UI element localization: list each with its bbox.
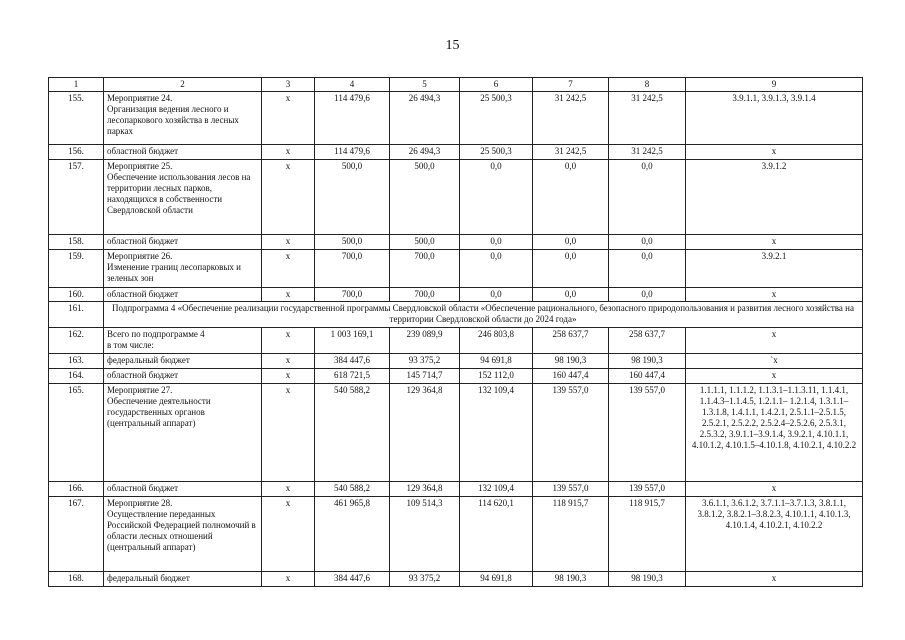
table-row (49, 572, 863, 587)
subprogram-title-cell: Подпрограмма 4 «Обеспечение реализации государственной программы Свердловской области «Обеспечение рационального, безопасного природопользования и развития лесного хозяйства на территории Свердловской области до 2024 года» (104, 302, 863, 328)
table-row (49, 288, 863, 302)
target-codes-cell: х (686, 328, 863, 354)
amount-cell: 258 637,7 (609, 328, 686, 354)
item-name-cell: Мероприятие 26. Изменение границ лесопарковых и зеленых зон (104, 250, 262, 288)
target-codes-cell: х (686, 235, 863, 250)
item-name-cell: Всего по подпрограмме 4 в том числе: (104, 328, 262, 354)
item-name-cell: областной бюджет (104, 482, 262, 497)
column-header: 8 (609, 78, 686, 92)
row-number-cell: 155. (49, 92, 104, 145)
amount-cell: 0,0 (460, 250, 533, 288)
amount-cell: 114 479,6 (315, 145, 390, 160)
amount-cell: 129 364,8 (390, 482, 460, 497)
marker-cell: х (262, 92, 315, 145)
page-number: 15 (445, 38, 460, 53)
amount-cell: 98 190,3 (609, 354, 686, 369)
amount-cell: 500,0 (315, 160, 390, 235)
row-number-cell: 165. (49, 384, 104, 482)
column-header: 4 (315, 78, 390, 92)
amount-cell: 132 109,4 (460, 384, 533, 482)
amount-cell: 0,0 (609, 235, 686, 250)
marker-cell: х (262, 145, 315, 160)
amount-cell: 98 190,3 (533, 572, 609, 587)
marker-cell: х (262, 369, 315, 384)
amount-cell: 93 375,2 (390, 354, 460, 369)
item-name-cell: Мероприятие 28. Осуществление переданных Российской Федерацией полномочий в области лесных отношений (центральный аппарат) (104, 497, 262, 572)
table-row (49, 354, 863, 369)
amount-cell: 384 447,6 (315, 354, 390, 369)
amount-cell: 461 965,8 (315, 497, 390, 572)
column-header: 5 (390, 78, 460, 92)
row-number-cell: 157. (49, 160, 104, 235)
column-header: 2 (104, 78, 262, 92)
amount-cell: 239 089,9 (390, 328, 460, 354)
amount-cell: 160 447,4 (609, 369, 686, 384)
column-header: 9 (686, 78, 863, 92)
amount-cell: 25 500,3 (460, 92, 533, 145)
table-row (49, 160, 863, 235)
table-row (49, 369, 863, 384)
amount-cell: 26 494,3 (390, 92, 460, 145)
amount-cell: 540 588,2 (315, 482, 390, 497)
row-number-cell: 159. (49, 250, 104, 288)
budget-table (48, 77, 863, 587)
target-codes-cell: х (686, 288, 863, 302)
item-name-cell: Мероприятие 27. Обеспечение деятельности государственных органов (центральный аппарат) (104, 384, 262, 482)
column-header: 3 (262, 78, 315, 92)
amount-cell: 152 112,0 (460, 369, 533, 384)
target-codes-cell: `х (686, 354, 863, 369)
amount-cell: 118 915,7 (533, 497, 609, 572)
amount-cell: 0,0 (533, 250, 609, 288)
amount-cell: 500,0 (315, 235, 390, 250)
marker-cell: х (262, 482, 315, 497)
amount-cell: 0,0 (533, 160, 609, 235)
amount-cell: 139 557,0 (609, 384, 686, 482)
column-header: 6 (460, 78, 533, 92)
amount-cell: 139 557,0 (609, 482, 686, 497)
item-name-cell: Мероприятие 25. Обеспечение использования лесов на территории лесных парков, находящихся в собственности Свердловской области (104, 160, 262, 235)
table-row (49, 482, 863, 497)
target-codes-cell: х (686, 572, 863, 587)
amount-cell: 31 242,5 (533, 145, 609, 160)
row-number-cell: 168. (49, 572, 104, 587)
amount-cell: 0,0 (460, 160, 533, 235)
amount-cell: 384 447,6 (315, 572, 390, 587)
amount-cell: 700,0 (390, 250, 460, 288)
amount-cell: 540 588,2 (315, 384, 390, 482)
row-number-cell: 156. (49, 145, 104, 160)
amount-cell: 258 637,7 (533, 328, 609, 354)
target-codes-cell: 3.9.2.1 (686, 250, 863, 288)
amount-cell: 132 109,4 (460, 482, 533, 497)
amount-cell: 0,0 (533, 288, 609, 302)
amount-cell: 0,0 (460, 288, 533, 302)
amount-cell: 118 915,7 (609, 497, 686, 572)
target-codes-cell: 3.9.1.1, 3.9.1.3, 3.9.1.4 (686, 92, 863, 145)
amount-cell: 145 714,7 (390, 369, 460, 384)
amount-cell: 31 242,5 (609, 92, 686, 145)
marker-cell: х (262, 328, 315, 354)
row-number-cell: 161. (49, 302, 104, 328)
target-codes-cell: х (686, 145, 863, 160)
marker-cell: х (262, 572, 315, 587)
table-row (49, 250, 863, 288)
row-number-cell: 162. (49, 328, 104, 354)
row-number-cell: 164. (49, 369, 104, 384)
amount-cell: 31 242,5 (609, 145, 686, 160)
table-row (49, 92, 863, 145)
amount-cell: 618 721,5 (315, 369, 390, 384)
item-name-cell: областной бюджет (104, 288, 262, 302)
item-name-cell: областной бюджет (104, 369, 262, 384)
amount-cell: 109 514,3 (390, 497, 460, 572)
table-row (49, 235, 863, 250)
target-codes-cell: х (686, 482, 863, 497)
target-codes-cell: 1.1.1.1, 1.1.1.2, 1.1.3.1–1.1.3.11, 1.1.4.1, 1.1.4.3–1.1.4.5, 1.2.1.1– 1.2.1.4, 1.3.1.1–1.3.1.8, 1.4.1.1, 1.4.2.1, 2.5.1.1–2.5.1.5, 2.5.2.1, 2.5.2.2, 2.5.2.4–2.5.2.6, 2.5.3.1, 2.5.3.2, 3.9.1.1–3.9.1.4, 3.9.2.1, 4.10.1.1, 4.10.1.2, 4.10.1.5–4.10.1.8, 4.10.2.1, 4.10.2.2 (686, 384, 863, 482)
target-codes-cell: 3.6.1.1, 3.6.1.2, 3.7.1.1–3.7.1.3, 3.8.1.1, 3.8.1.2, 3.8.2.1–3.8.2.3, 4.10.1.1, 4.10.1.3, 4.10.1.4, 4.10.2.1, 4.10.2.2 (686, 497, 863, 572)
marker-cell: х (262, 354, 315, 369)
amount-cell: 31 242,5 (533, 92, 609, 145)
table-row (49, 384, 863, 482)
amount-cell: 0,0 (460, 235, 533, 250)
marker-cell: х (262, 288, 315, 302)
amount-cell: 114 479,6 (315, 92, 390, 145)
target-codes-cell: х (686, 369, 863, 384)
amount-cell: 114 620,1 (460, 497, 533, 572)
amount-cell: 26 494,3 (390, 145, 460, 160)
marker-cell: х (262, 384, 315, 482)
row-number-cell: 163. (49, 354, 104, 369)
table-header-row (49, 78, 863, 92)
marker-cell: х (262, 235, 315, 250)
amount-cell: 0,0 (609, 288, 686, 302)
amount-cell: 98 190,3 (533, 354, 609, 369)
amount-cell: 129 364,8 (390, 384, 460, 482)
row-number-cell: 158. (49, 235, 104, 250)
amount-cell: 0,0 (533, 235, 609, 250)
amount-cell: 700,0 (315, 250, 390, 288)
amount-cell: 98 190,3 (609, 572, 686, 587)
amount-cell: 0,0 (609, 250, 686, 288)
amount-cell: 25 500,3 (460, 145, 533, 160)
target-codes-cell: 3.9.1.2 (686, 160, 863, 235)
amount-cell: 700,0 (315, 288, 390, 302)
amount-cell: 700,0 (390, 288, 460, 302)
table-row (49, 328, 863, 354)
amount-cell: 139 557,0 (533, 482, 609, 497)
amount-cell: 160 447,4 (533, 369, 609, 384)
column-header: 7 (533, 78, 609, 92)
table-row (49, 497, 863, 572)
row-number-cell: 167. (49, 497, 104, 572)
item-name-cell: федеральный бюджет (104, 572, 262, 587)
item-name-cell: областной бюджет (104, 235, 262, 250)
amount-cell: 93 375,2 (390, 572, 460, 587)
amount-cell: 1 003 169,1 (315, 328, 390, 354)
amount-cell: 500,0 (390, 160, 460, 235)
marker-cell: х (262, 160, 315, 235)
column-header: 1 (49, 78, 104, 92)
row-number-cell: 160. (49, 288, 104, 302)
amount-cell: 94 691,8 (460, 572, 533, 587)
item-name-cell: федеральный бюджет (104, 354, 262, 369)
amount-cell: 139 557,0 (533, 384, 609, 482)
table-row (49, 302, 863, 328)
amount-cell: 246 803,8 (460, 328, 533, 354)
amount-cell: 94 691,8 (460, 354, 533, 369)
amount-cell: 500,0 (390, 235, 460, 250)
item-name-cell: Мероприятие 24. Организация ведения лесного и лесопаркового хозяйства в лесных парках (104, 92, 262, 145)
table-row (49, 145, 863, 160)
amount-cell: 0,0 (609, 160, 686, 235)
item-name-cell: областной бюджет (104, 145, 262, 160)
marker-cell: х (262, 250, 315, 288)
row-number-cell: 166. (49, 482, 104, 497)
marker-cell: х (262, 497, 315, 572)
